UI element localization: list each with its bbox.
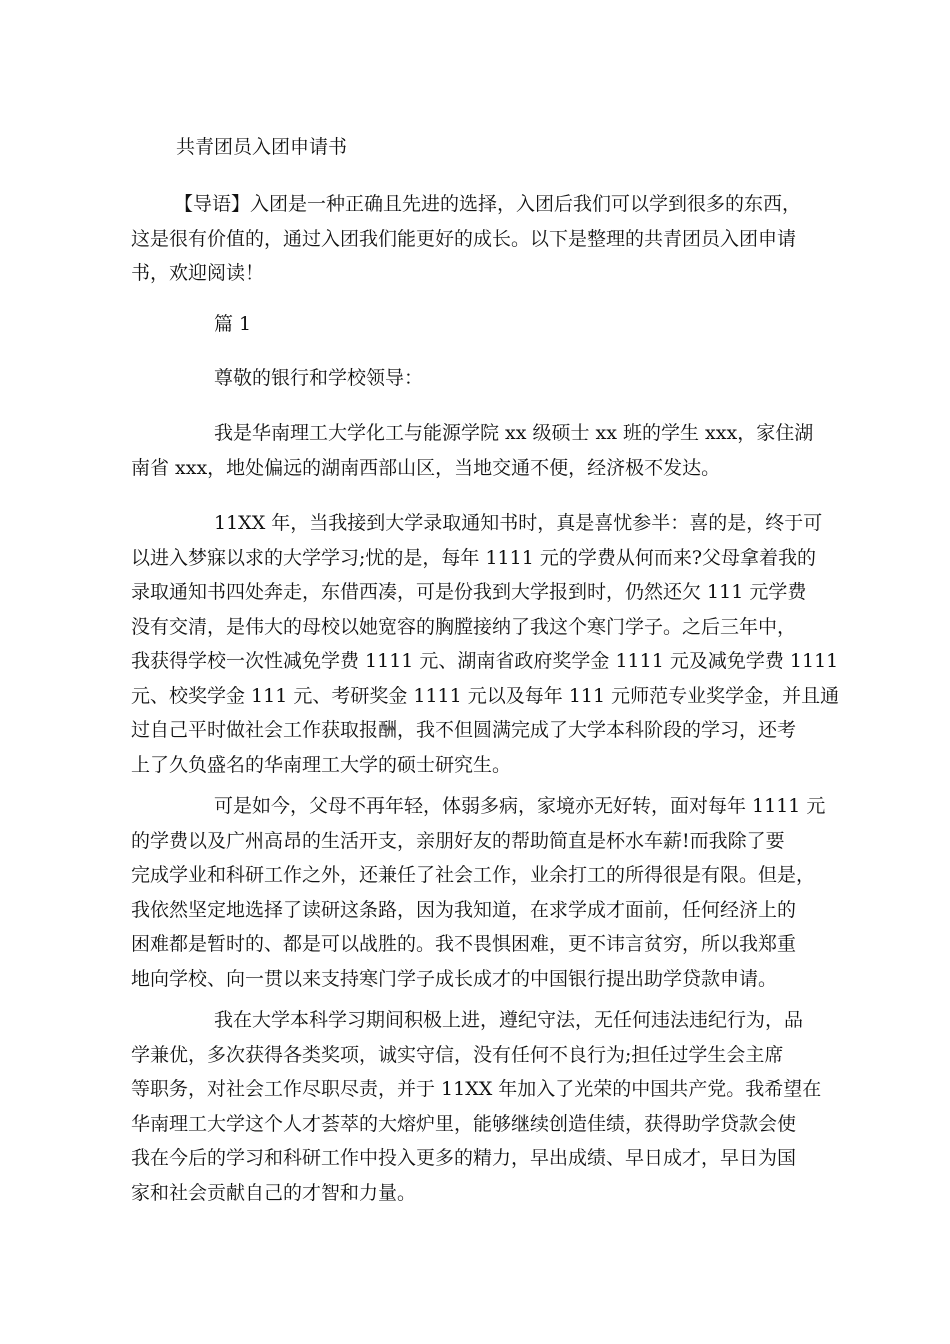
salutation [131, 361, 831, 396]
paragraph-line: 录取通知书四处奔走，东借西凑，可是份我到大学报到时，仍然还欠 111 元学费 [131, 581, 807, 603]
intro-line: 这是很有价值的，通过入团我们能更好的成长。以下是整理的共青团员入团申请 [131, 227, 797, 250]
paragraph-line: 地向学校、向一贯以来支持寒门学子成长成才的中国银行提出助学贷款申请。 [131, 967, 778, 990]
paragraph-line: 华南理工大学这个人才荟萃的大熔炉里，能够继续创造佳绩，获得助学贷款会使 [131, 1112, 797, 1135]
paragraph-line: 过自己平时做社会工作获取报酬，我不但圆满完成了大学本科阶段的学习，还考 [131, 719, 797, 741]
paragraph-line: 以进入梦寐以求的大学学习;忧的是，每年 1111 元的学费从何而来?父母拿着我的 [131, 546, 817, 569]
paragraph-4 [131, 1003, 831, 1210]
paragraph-line: 我在今后的学习和科研工作中投入更多的精力，早出成绩、早日成才，早日为国 [131, 1147, 797, 1169]
paragraph-line: 我在大学本科学习期间积极上进，遵纪守法，无任何违法违纪行为，品 [214, 1009, 804, 1031]
section-label [131, 307, 831, 342]
paragraph-line: 的学费以及广州高昂的生活开支，亲朋好友的帮助简直是杯水车薪!而我除了要 [131, 829, 785, 852]
intro-line: 书，欢迎阅读！ [131, 262, 265, 284]
paragraph-line: 我是华南理工大学化工与能源学院 xx 级硕士 xx 班的学生 xxx，家住湖 [214, 422, 814, 444]
paragraph-line: 困难都是暂时的、都是可以战胜的。我不畏惧困难，更不讳言贫穷，所以我郑重 [131, 933, 797, 955]
paragraph-line: 我获得学校一次性减免学费 1111 元、湖南省政府奖学金 1111 元及减免学费 1111 [131, 650, 839, 672]
paragraph-line: 元、校奖学金 111 元、考研奖金 1111 元以及每年 111 元师范专业奖学金，并且通 [131, 684, 840, 707]
paragraph-line: 我依然坚定地选择了读研这条路，因为我知道，在求学成才面前，任何经济上的 [131, 898, 797, 921]
intro-line: 【导语】入团是一种正确且先进的选择，入团后我们可以学到很多的东西， [174, 193, 802, 215]
paragraph-line: 家和社会贡献自己的才智和力量。 [131, 1181, 417, 1204]
document-title: 共青团员入团申请书 [176, 136, 348, 158]
paragraph-line: 学兼优，多次获得各类奖项，诚实守信，没有任何不良行为;担任过学生会主席 [131, 1043, 784, 1066]
salutation-text: 尊敬的银行和学校领导： [214, 367, 424, 389]
paragraph-line: 等职务，对社会工作尽职尽责，并于 11XX 年加入了光荣的中国共产党。我希望在 [131, 1078, 822, 1100]
paragraph-3 [131, 789, 831, 996]
paragraph-line: 11XX 年，当我接到大学录取通知书时，真是喜忧参半：喜的是，终于可 [214, 512, 823, 534]
paragraph-line: 完成学业和科研工作之外，还兼任了社会工作，业余打工的所得很是有限。但是， [131, 864, 816, 886]
paragraph-1 [131, 416, 831, 485]
paragraph-line: 上了久负盛名的华南理工大学的硕士研究生。 [131, 753, 512, 776]
paragraph-line: 南省 xxx，地处偏远的湖南西部山区，当地交通不便，经济极不发达。 [131, 456, 721, 479]
section-label-text: 篇 1 [214, 313, 252, 335]
paragraph-line: 没有交清，是伟大的母校以她宽容的胸膛接纳了我这个寒门学子。之后三年中， [131, 615, 797, 638]
intro-paragraph [131, 187, 831, 291]
paragraph-line: 可是如今，父母不再年轻，体弱多病，家境亦无好转，面对每年 1111 元 [214, 795, 826, 817]
paragraph-2 [131, 506, 840, 782]
